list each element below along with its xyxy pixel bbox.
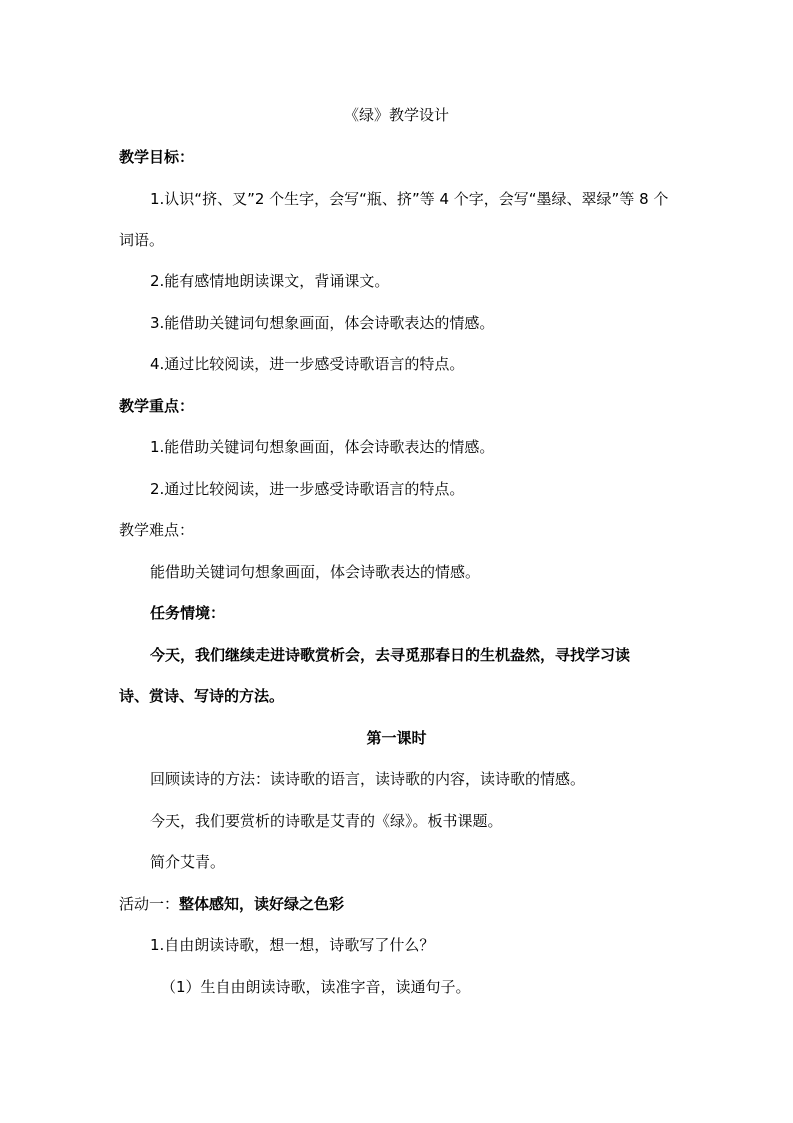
objective-4: 4.通过比较阅读，进一步感受诗歌语言的特点。 (150, 355, 465, 373)
review-text: 回顾读诗的方法：读诗歌的语言，读诗歌的内容，读诗歌的情感。 (150, 770, 586, 788)
key-point-2: 2.通过比较阅读，进一步感受诗歌语言的特点。 (150, 480, 465, 498)
key-points-heading: 教学重点： (119, 397, 195, 415)
objectives-heading: 教学目标： (119, 148, 195, 166)
lesson-heading: 第一课时 (366, 729, 427, 747)
task-heading: 任务情境： (150, 604, 226, 622)
step-1-sub: （1）生自由朗读诗歌，读准字音，读通句子。 (161, 978, 471, 996)
intro-text: 简介艾青。 (150, 853, 226, 871)
difficulty-text: 能借助关键词句想象画面，体会诗歌表达的情感。 (150, 563, 481, 581)
objective-3: 3.能借助关键词句想象画面，体会诗歌表达的情感。 (150, 314, 495, 332)
task-text-line-2: 诗、赏诗、写诗的方法。 (119, 687, 285, 705)
difficulty-heading: 教学难点： (119, 521, 195, 539)
step-1: 1.自由朗读诗歌，想一想，诗歌写了什么？ (150, 936, 435, 954)
objective-1-continued: 词语。 (119, 231, 165, 249)
key-point-1: 1.能借助关键词句想象画面，体会诗歌表达的情感。 (150, 438, 495, 456)
document-title: 《绿》教学设计 (343, 106, 449, 124)
today-text: 今天，我们要赏析的诗歌是艾青的《绿》。板书课题。 (150, 812, 503, 830)
objective-1: 1.认识“挤、叉”2 个生字，会写“瓶、挤”等 4 个字，会写“墨绿、翠绿”等 8 个 (150, 190, 669, 208)
task-text-line-1: 今天，我们继续走进诗歌赏析会，去寻觅那春日的生机盎然，寻找学习读 (150, 646, 631, 664)
activity-heading (119, 894, 344, 914)
activity-title: 整体感知，读好绿之色彩 (179, 895, 345, 913)
objective-2: 2.能有感情地朗读课文，背诵课文。 (150, 272, 390, 290)
activity-label: 活动一： (119, 895, 180, 913)
